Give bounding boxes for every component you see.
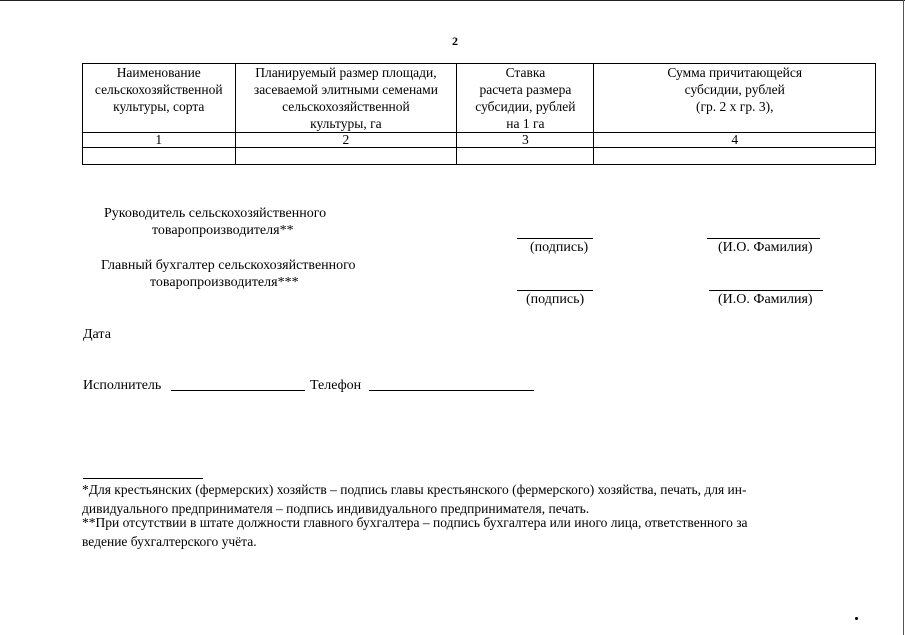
head-signature-caption: (подпись) xyxy=(530,240,589,255)
footnote-2-line2: ведение бухгалтерского учёта. xyxy=(82,533,257,549)
head-name-caption: (И.О. Фамилия) xyxy=(718,240,813,255)
scan-speck xyxy=(855,617,858,620)
accountant-title-line2: товаропроизводителя*** xyxy=(150,275,299,290)
accountant-name-caption: (И.О. Фамилия) xyxy=(718,292,813,307)
footnote-2-line1: **При отсутствии в штате должности главного бухгалтера – подпись бухгалтера или иного лица, ответственного за xyxy=(82,515,748,530)
column-number: 1 xyxy=(83,133,236,148)
column-number-row xyxy=(83,133,876,148)
column-number: 3 xyxy=(457,133,594,148)
page-number: 2 xyxy=(452,34,458,48)
table-header-row xyxy=(83,64,876,133)
phone-field[interactable] xyxy=(369,390,534,391)
date-label: Дата xyxy=(83,327,111,342)
header-crop-name: Наименование сельскохозяйственной культуры, сорта xyxy=(83,64,236,133)
footnote-1-line1: *Для крестьянских (фермерских) хозяйств – подпись главы крестьянского (фермерского) хозяйства, печать, для ин- xyxy=(82,482,747,497)
table-row xyxy=(83,148,876,165)
head-title-line2: товаропроизводителя** xyxy=(152,223,294,238)
footnote-2 xyxy=(82,514,842,551)
footnote-1-line2: дивидуального предпринимателя – подпись индивидуального предпринимателя, печать. xyxy=(82,500,590,516)
column-number: 2 xyxy=(235,133,457,148)
table-cell[interactable] xyxy=(594,148,876,165)
table-cell[interactable] xyxy=(235,148,457,165)
header-rate: Ставка расчета размера субсидии, рублей на 1 га xyxy=(457,64,594,133)
phone-label: Телефон xyxy=(310,378,362,393)
footnote-1 xyxy=(82,481,842,518)
head-title-line1: Руководитель сельскохозяйственного xyxy=(104,206,327,221)
header-subsidy-sum: Сумма причитающейся субсидии, рублей (гр. 2 х гр. 3), xyxy=(594,64,876,133)
subsidy-table xyxy=(82,63,876,165)
table-cell[interactable] xyxy=(457,148,594,165)
header-planned-area: Планируемый размер площади, засеваемой элитными семенами сельскохозяйственной культуры, га xyxy=(235,64,457,133)
page-right-edge xyxy=(903,0,904,635)
page-top-edge xyxy=(0,0,905,1)
column-number: 4 xyxy=(594,133,876,148)
accountant-signature-caption: (подпись) xyxy=(526,292,585,307)
executor-label: Исполнитель xyxy=(83,378,162,393)
footnote-separator xyxy=(83,478,203,479)
accountant-title-line1: Главный бухгалтер сельскохозяйственного xyxy=(101,258,356,273)
table-cell[interactable] xyxy=(83,148,236,165)
executor-field[interactable] xyxy=(171,390,305,391)
